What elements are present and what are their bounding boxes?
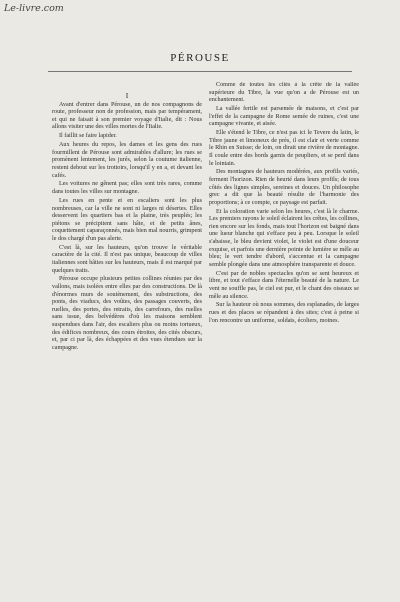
paragraph: C'est là, sur les hauteurs, qu'on trouve le véritable caractère de la cité. Il n'est pas unique, beaucoup de villes italiennes sont bâties sur les hauteurs, mais il est marqué par quelques traits. xyxy=(52,244,202,274)
title-divider xyxy=(48,71,352,72)
paragraph: C'est par de nobles spectacles qu'on se sent heureux et libre, et tout s'efface dans l'éternelle beauté de la nature. Le vent ne souffle pas, le ciel est pur, et le chant des oiseaux se mêle au silence. xyxy=(209,270,359,300)
paragraph: Il faillit se faire lapider. xyxy=(59,133,117,140)
paragraph: Sur la hauteur où nous sommes, des esplanades, de larges rues et des places se répandent à des sites; c'est à peine si l'on rencontre un uniforme, soldats, écoliers, moines. xyxy=(209,302,359,324)
site-watermark: Le-livre.com xyxy=(4,3,64,14)
paragraph: Elle s'étend le Tibre, ce n'est pas ici le Tevere du latin, le Tibre jaune et limoneux de près, il est clair et verte comme le Rhin en Suisse; de loin, on dirait une rivière de montagne. Il coule entre des bords garnis de peupliers, et se perd dans le lointain. xyxy=(209,130,359,167)
left-column xyxy=(52,82,202,597)
paragraph: Pérouse occupe plusieurs petites collines réunies par des vallons, mais isolées entre elles par des constructions. De là d'énormes murs de soutènement, des substructions, des ponts, des viaducs, des voûtes, des passages couverts, des ruelles, des portes, des retraits, des carrefours, des ruelles sans issue, des belvédères d'où les maisons semblent suspendues dans l'air, des escaliers plus ou moins tortueux, des édifices nombreux, des cours étroites, des cités obscurs, et, par ci par là, des échappées et des vues étendues sur la campagne. xyxy=(52,276,202,351)
paragraph: Avant d'entrer dans Pérouse, un de nos compagnons de route, professeur non de profession, mais par tempérament, et qui ne faisait à son premier voyage d'Italie, dit : Nous allons visiter une des villes mortes de l'Italie. xyxy=(52,101,202,131)
paragraph: Aux heures du repos, les dames et les gens des rues fourmillent de Pérouse sont admirables d'allure; les rues se promènent lentement, les jurés, selon la coutume italienne, restent debout sur les trottoirs, lorsqu'il y en a, et devant les cafés. xyxy=(52,142,202,179)
right-column xyxy=(209,82,359,597)
paragraph: Les rues en pente et en escaliers sont les plus nombreuses, car la ville ne sont ni larges ni désertes. Elles desservent les quartiers bas et la plaine, très peuplés; les piétons se précipitent sans hâte, et de petits ânes, coquettement caparaçonnés, mais bien mal nourris, grimpent le dos chargé d'un pas alerte. xyxy=(52,197,202,242)
paragraph: Comme de toutes les cités à la crête de la vallée supérieure du Tibre, la vue qu'on a de Pérouse est un enchantement. xyxy=(209,82,359,104)
paragraph: Les voitures ne gênent pas; elles sont très rares, comme dans toutes les villes sur montagne. xyxy=(52,181,202,196)
paragraph: La vallée fertile est parsemée de maisons, et c'est par l'effet de la campagne de Rome semée de ruines, c'est une campagne vivante, et aisée. xyxy=(209,106,359,128)
chapter-title: PÉROUSE xyxy=(170,52,230,64)
section-number: I xyxy=(125,91,129,100)
paragraph: Des montagnes de hauteurs modérées, aux profils variés, ferment l'horizon. Rien de heurté dans leurs profils; de tous côtés des lignes simples, sereines et douces. Un philosophe grec a dit que la beauté résulte de l'harmonie des proportions; à ce compte, ce paysage est parfait. xyxy=(209,169,359,206)
paragraph: Et la coloration varie selon les heures, c'est là le charme. Les premiers rayons le soleil éclairent les crêtes, les collines, rien encore sur les fonds, mais tout l'horizon est baigné dans une lueur blanche qui s'efface peu à peu. Lorsque le soleil s'abaisse, le bleu devient violet, le violet est d'une douceur exquise, et parfois une dernière pointe de lumière se mêle au bleu; le vert tendre d'abord, s'accentue et la campagne semble plongée dans une atmosphère transparente et douce. xyxy=(209,208,359,268)
